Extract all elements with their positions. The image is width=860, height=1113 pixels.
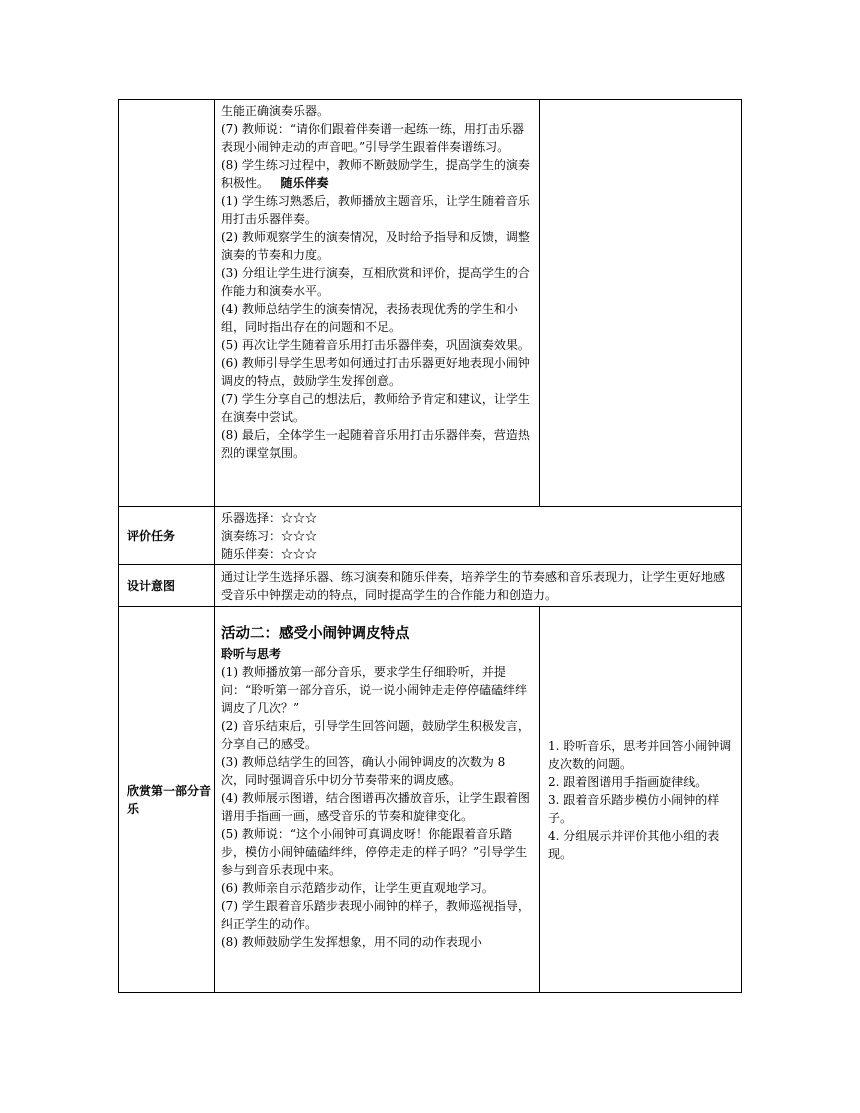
step-item: (1) 教师播放第一部分音乐，要求学生仔细聆听，并提问：“聆听第一部分音乐，说一说小闹钟走走停停磕磕绊绊调皮了几次？” <box>221 665 528 715</box>
table-row-appreciation <box>119 607 742 993</box>
step-item: (3) 教师总结学生的回答，确认小闹钟调皮的次数为 8 次，同时强调音乐中切分节奏带来的调皮感。 <box>221 755 506 787</box>
student-activity-item: 4. 分组展示并评价其他小组的表现。 <box>548 828 720 861</box>
row-label-empty <box>119 100 215 507</box>
step-item: (1) 学生练习熟悉后，教师播放主题音乐，让学生随着音乐用打击乐器伴奏。 <box>221 194 530 226</box>
design-intent-cell <box>215 565 742 607</box>
evaluation-item: 随乐伴奏：☆☆☆ <box>221 547 318 561</box>
student-activity-item: 3. 跟着音乐踏步模仿小闹钟的样子。 <box>548 792 720 825</box>
evaluation-item: 演奏练习：☆☆☆ <box>221 529 318 543</box>
process-line <box>221 156 532 192</box>
step-item: (5) 教师说：“这个小闹钟可真调皮呀！你能跟着音乐踏步，模仿小闹钟磕磕绊绊，停停走走的样子吗？”引导学生参与到音乐表现中来。 <box>221 827 528 877</box>
table-row-evaluation <box>119 507 742 565</box>
activity-title: 活动二：感受小闹钟调皮特点 <box>221 626 410 642</box>
step-item: (5) 再次让学生随着音乐用打击乐器伴奏，巩固演奏效果。 <box>221 338 530 352</box>
section-title-listening: 聆听与思考 <box>221 647 282 661</box>
step-item: (7) 学生分享自己的想法后，教师给予肯定和建议，让学生在演奏中尝试。 <box>221 392 530 424</box>
student-activity-empty <box>540 100 742 507</box>
step-item: (8) 最后，全体学生一起随着音乐用打击乐器伴奏，营造热烈的课堂氛围。 <box>221 428 530 460</box>
teaching-process-cell <box>215 607 540 993</box>
lesson-plan-table <box>118 99 742 993</box>
student-activity-item: 1. 聆听音乐，思考并回答小闹钟调皮次数的问题。 <box>548 738 732 771</box>
teaching-process-cell <box>215 100 540 507</box>
process-line: (7) 教师说：“请你们跟着伴奏谱一起练一练，用打击乐器表现小闹钟走动的声音吧。”引导学生跟着伴奏谱练习。 <box>221 122 524 154</box>
step-item: (8) 教师鼓励学生发挥想象，用不同的动作表现小 <box>221 935 482 949</box>
process-line: 生能正确演奏乐器。 <box>221 104 330 118</box>
table-row-design <box>119 565 742 607</box>
row-label-appreciation: 欣赏第一部分音乐 <box>119 607 215 993</box>
section-title-accompaniment: 随乐伴奏 <box>280 176 329 190</box>
student-activity-item: 2. 跟着图谱用手指画旋律线。 <box>548 774 708 789</box>
evaluation-item: 乐器选择：☆☆☆ <box>221 511 318 525</box>
step-item: (6) 教师亲自示范踏步动作，让学生更直观地学习。 <box>221 881 494 895</box>
step-item: (7) 学生跟着音乐踏步表现小闹钟的样子，教师巡视指导，纠正学生的动作。 <box>221 899 530 931</box>
step-item: (6) 教师引导学生思考如何通过打击乐器更好地表现小闹钟调皮的特点，鼓励学生发挥创意。 <box>221 356 530 388</box>
step-item: (2) 教师观察学生的演奏情况，及时给予指导和反馈，调整演奏的节奏和力度。 <box>221 230 530 262</box>
step-item: (4) 教师总结学生的演奏情况，表扬表现优秀的学生和小组，同时指出存在的问题和不足。 <box>221 302 518 334</box>
design-intent-text: 通过让学生选择乐器、练习演奏和随乐伴奏，培养学生的节奏感和音乐表现力，让学生更好地感受音乐中钟摆走动的特点，同时提高学生的合作能力和创造力。 <box>221 570 726 602</box>
step-item: (2) 音乐结束后，引导学生回答问题，鼓励学生积极发言，分享自己的感受。 <box>221 719 530 751</box>
row-label-design: 设计意图 <box>119 565 215 607</box>
step-item: (4) 教师展示图谱，结合图谱再次播放音乐，让学生跟着图谱用手指画一画，感受音乐的节奏和旋律变化。 <box>221 791 530 823</box>
evaluation-cell <box>215 507 742 565</box>
process-line-text: (8) 学生练习过程中，教师不断鼓励学生，提高学生的演奏积极性。 <box>221 158 530 190</box>
table-row-continuation <box>119 100 742 507</box>
row-label-evaluation: 评价任务 <box>119 507 215 565</box>
student-activity-cell <box>540 607 742 993</box>
step-item: (3) 分组让学生进行演奏，互相欣赏和评价，提高学生的合作能力和演奏水平。 <box>221 266 530 298</box>
